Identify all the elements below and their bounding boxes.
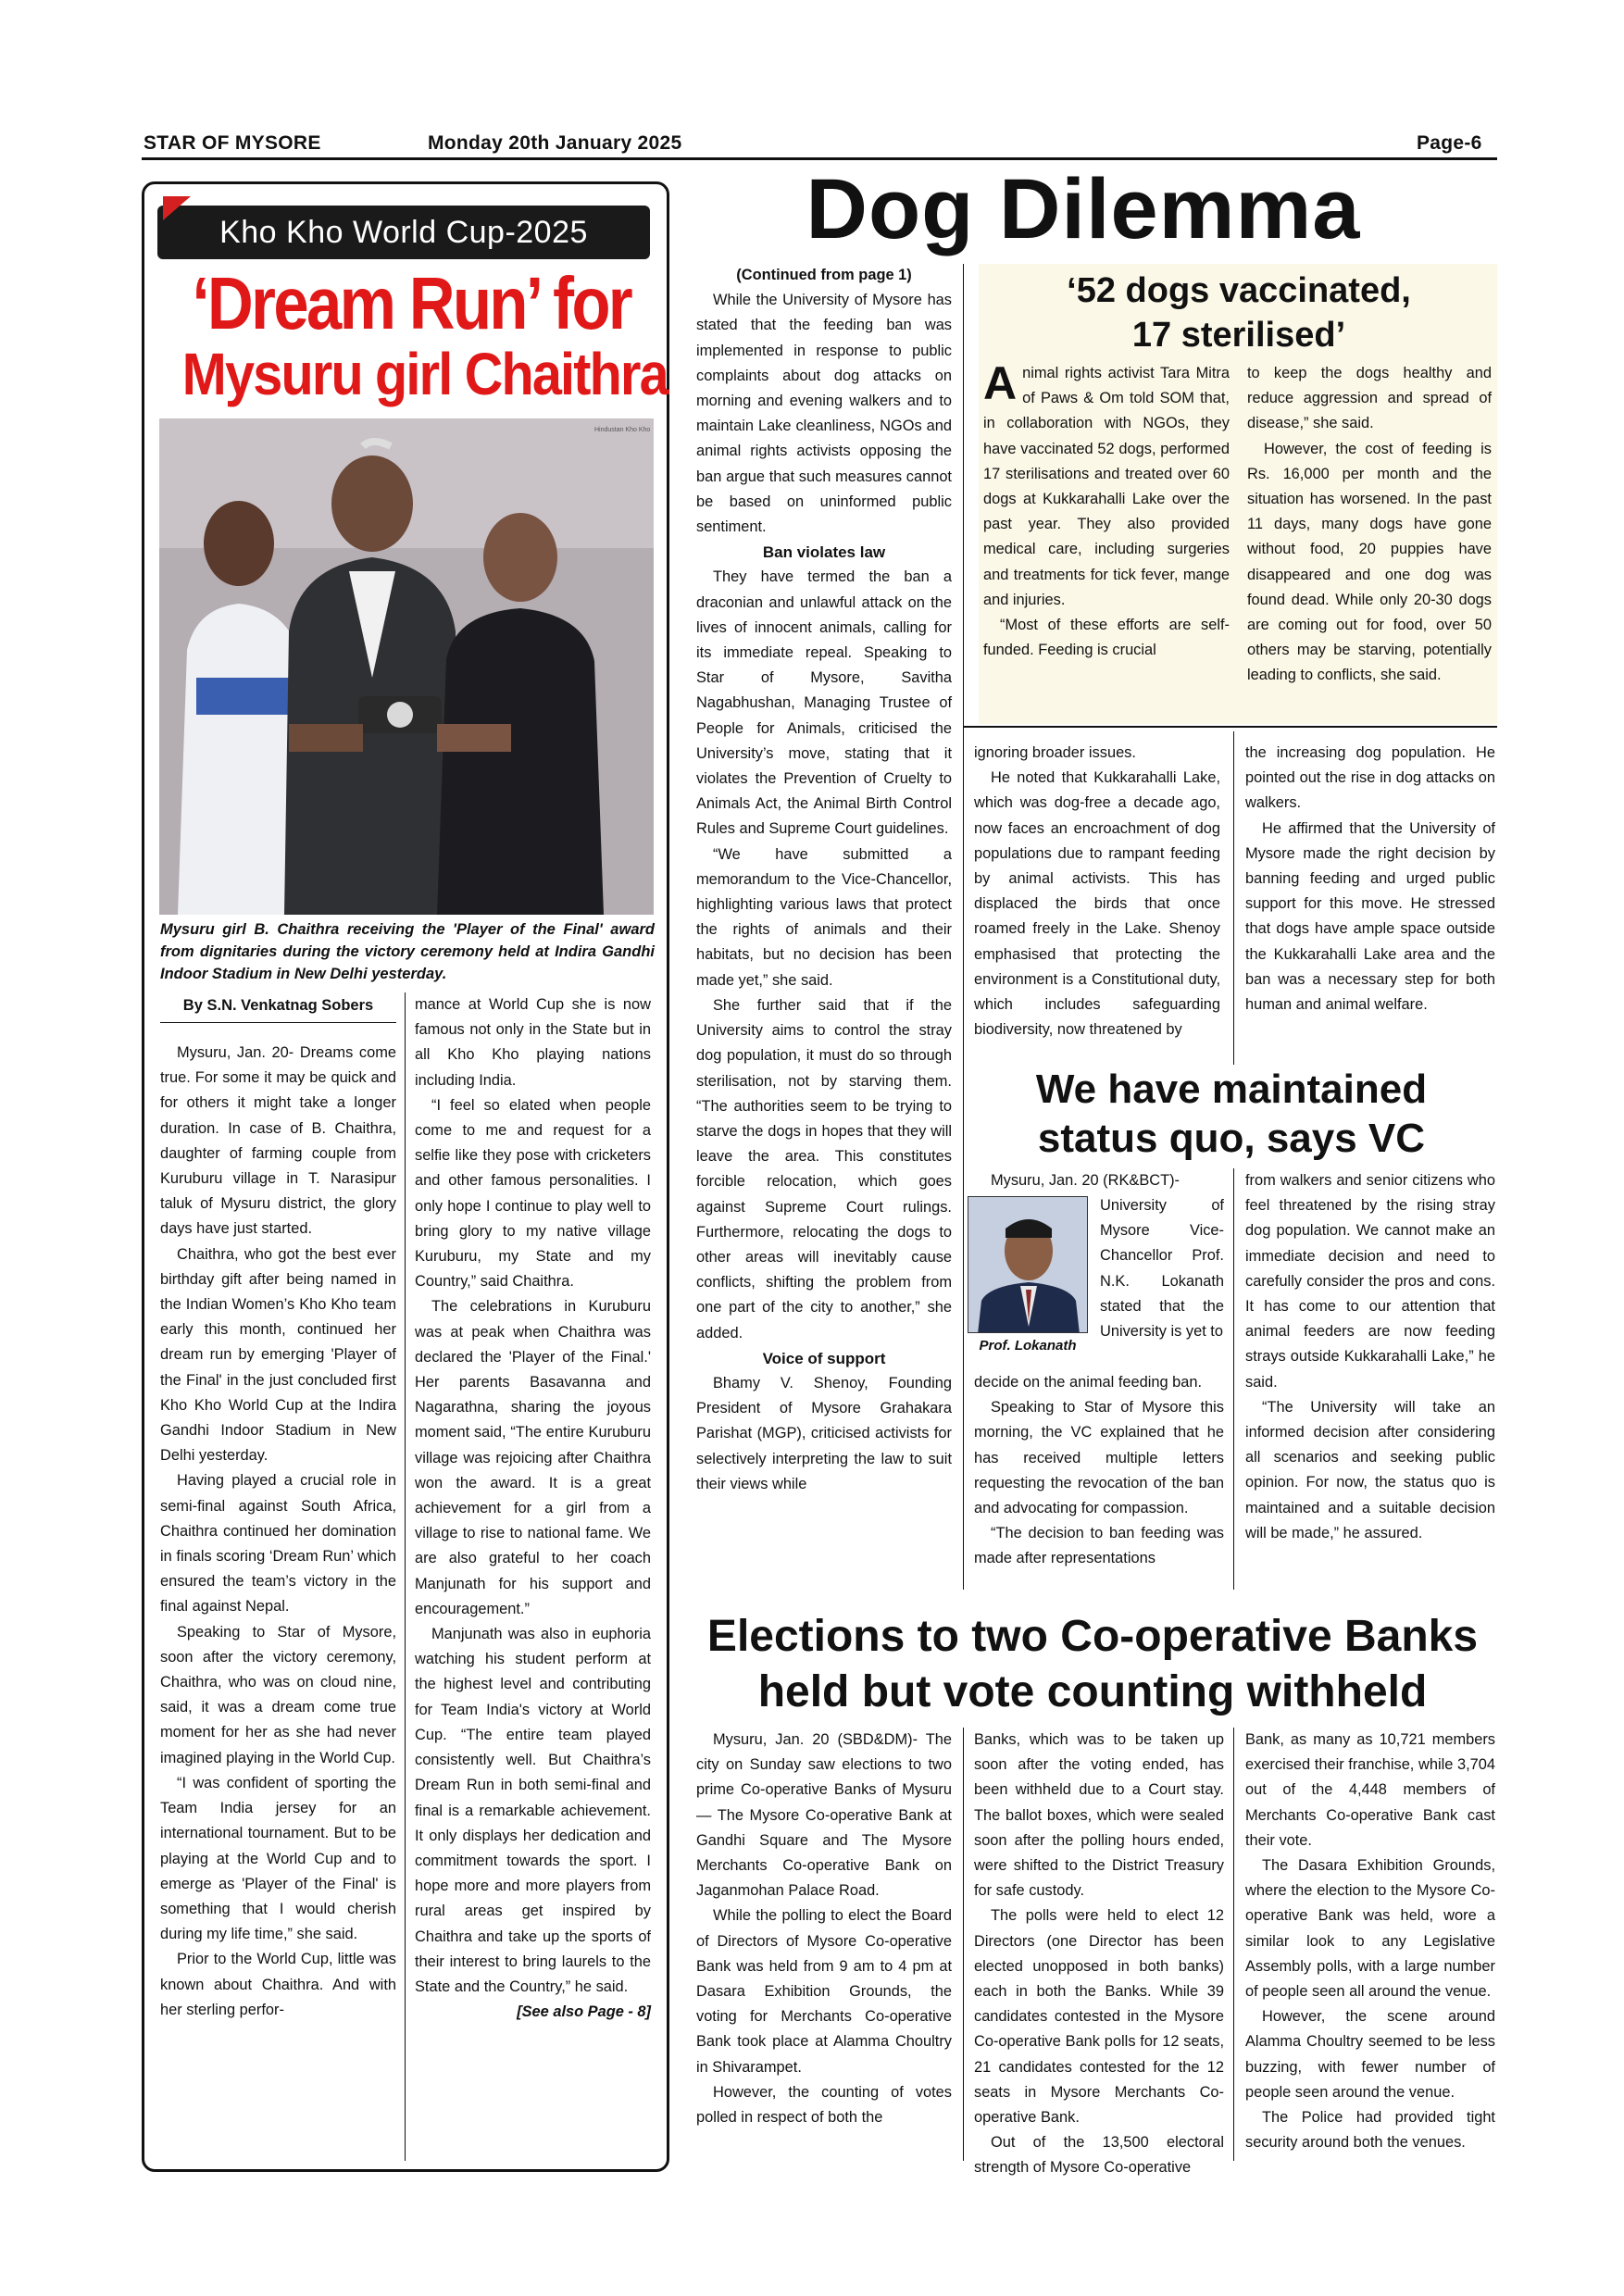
paragraph: Having played a crucial role in semi-final against South Africa, Chaithra continued her domination in finals scoring ‘Dream Run’ which ensured the team’s victory in the final against Nepal. (160, 1472, 396, 1616)
paragraph: “Most of these efforts are self-funded. Feeding is crucial (983, 617, 1230, 659)
vc-photo-caption: Prof. Lokanath (968, 1335, 1088, 1357)
paragraph: Mysuru, Jan. 20 (RK&BCT)- (991, 1172, 1181, 1189)
column-divider (405, 992, 406, 2161)
vc-story-intro (974, 1168, 1224, 1193)
paragraph: Banks, which was to be taken up soon after the voting ended, has been withheld due to a Court stay. The ballot boxes, which were sealed soon after the polling hours ended, were shifted to the District Treasury for safe custody. (974, 1731, 1224, 1900)
paragraph: Mysuru, Jan. 20 (SBD&DM)- The city on Sunday saw elections to two prime Co-operative Banks of Mysuru — The Mysore Co-operative Bank at Gandhi Square and The Mysore Merchants Co-operative Bank on Jaganmohan Palace Road. (696, 1731, 952, 1900)
elections-headline-line-1: Elections to two Co-operative Banks (706, 1612, 1479, 1661)
column-divider (1233, 1168, 1234, 1590)
vc-headline-line-1: We have maintained (1035, 1067, 1428, 1112)
paragraph: mance at World Cup she is now famous not only in the State but in all Kho Kho playing nations including India. (415, 996, 651, 1089)
column-divider (1233, 731, 1234, 1065)
elections-headline-line-2: held but vote counting withheld (757, 1667, 1428, 1716)
vaccinated-headline-line-2: 17 sterilised’ (1131, 316, 1346, 355)
paragraph: “I was confident of sporting the Team India jersey for an international tournament. But to be playing at the World Cup and to emerge as 'Player of the Final' is something that I would cherish during my life time,” she said. (160, 1774, 396, 1943)
paragraph: Chaithra, who got the best ever birthday gift after being named in the Indian Women’s Kho Kho team early this month, continued her dream run by emerging 'Player of the Final' in the just concluded first Kho Kho World Cup at the Indira Gandhi Indoor Stadium in New Delhi yesterday. (160, 1245, 396, 1465)
paragraph: nimal rights activist Tara Mitra of Paws & Om told SOM that, in collaboration with NGOs, they have vaccinated 52 dogs, performed 17 sterilisations and treated over 60 dogs at Kukkarahalli Lake over the past year. They also provided medical care, including surgeries and treatments for tick fever, mange and injuries. (983, 365, 1230, 608)
headline-line-2: Mysuru girl Chaithra (181, 341, 668, 407)
paragraph: the increasing dog population. He pointed out the rise in dog attacks on walkers. (1245, 744, 1495, 812)
page-number: Page-6 (1417, 132, 1482, 154)
elections-headline (685, 1609, 1500, 1720)
header-rule (142, 157, 1497, 160)
elections-column-2 (974, 1728, 1224, 2181)
paragraph: Manjunath was also in euphoria watching his student perform at the highest level and contributing for Team India's victory at World Cup. “The entire team played consistently well. But Chaithra’s Dream Run in both semi-final and final is a remarkable achievement. It only displays her dedication and commitment towards the sport. I hope more and more players from rural areas get inspired by Chaithra and take up the sports of their interest to bring laurels to the State and the Country,” he said. (415, 1626, 651, 1995)
award-ceremony-photo (159, 418, 654, 915)
column-divider (963, 264, 964, 1590)
dog-story-column-2 (974, 741, 1220, 1042)
paragraph: The celebrations in Kuruburu was at peak when Chaithra was declared the 'Player of the Final.' Her parents Basavanna and Nagarathna, sharing the joyous moment said, “The entire Kuruburu village was rejoicing after Chaithra won the award. It is a great achievement for a girl from a village to rise to national fame. We are also grateful to her coach Manjunath for his support and encouragement.” (415, 1298, 651, 1617)
paragraph: However, the scene around Alamma Choultry seemed to be less buzzing, with fewer number of people seen around the venue. (1245, 2008, 1495, 2101)
banner-flag-icon (163, 196, 191, 220)
column-divider (963, 1728, 964, 2161)
paragraph: He affirmed that the University of Mysore made the right decision by banning feeding and urged public support for this move. He stressed that dogs have ample space outside the Kukkarahalli Lake area and the ban was a necessary step for both human and animal welfare. (1245, 819, 1495, 1014)
paragraph: The Dasara Exhibition Grounds, where the election to the Mysore Co-operative Bank was held, wore a similar look to any Legislative Assembly polls, with a large number of people seen all around the venue. (1245, 1857, 1495, 2001)
paragraph: While the polling to elect the Board of Directors of Mysore Co-operative Bank was held from 9 am to 4 pm at Dasara Exhibition Grounds, the voting for Merchants Co-operative Bank took place at Alamma Choultry in Shivarampet. (696, 1907, 952, 2076)
byline-rule (160, 1022, 396, 1023)
paragraph: ignoring broader issues. (974, 744, 1136, 761)
drop-cap: A (983, 357, 1018, 409)
vc-portrait-photo (968, 1196, 1088, 1333)
paragraph: Speaking to Star of Mysore, soon after the victory ceremony, Chaithra, who was on cloud nine, said, it was a dream come true moment for her as she had never imagined playing in the World Cup. (160, 1623, 396, 1766)
portrait-illustration (968, 1197, 1088, 1333)
photo-credit: Hindustan Kho Kho (594, 427, 651, 433)
vaccinated-column-2 (1247, 361, 1492, 689)
vc-headline (963, 1065, 1500, 1163)
left-story-headline (157, 262, 668, 407)
paragraph: to keep the dogs healthy and reduce aggression and spread of disease,” she said. (1247, 365, 1492, 432)
paragraph: She further said that if the University aims to control the stray dog population, it must do so through sterilisation, not by starving them. “The authorities seem to be trying to starve the dogs in hopes that they will leave the area. This constitutes forcible relocation, which goes against Supreme Court rulings. Furthermore, relocating the dogs to other areas will inevitably cause conflicts, shifting the problem from one part of the city to another,” she added. (696, 996, 952, 1341)
paragraph: Mysuru, Jan. 20- Dreams come true. For some it may be quick and for others it might take a longer duration. In case of B. Chaithra, daughter of farming couple from Kuruburu village in T. Narasipur taluk of Mysuru district, the glory days have just started. (160, 1044, 396, 1238)
elections-column-1 (696, 1728, 952, 2130)
vc-headline-line-2: status quo, says VC (1037, 1116, 1426, 1161)
paragraph: The polls were held to elect 12 Directors (one Director has been elected unopposed in both banks) each in both the Banks. While 39 candidates contested in the Mysore Co-operative Bank polls for 12 seats, 21 candidates contested for the 12 seats in Mysore Merchants Co-operative Bank. (974, 1907, 1224, 2127)
paragraph: University of Mysore Vice-Chancellor Prof. N.K. Lokanath stated that the University is yet to (1100, 1197, 1224, 1341)
dog-story-column-1 (696, 263, 952, 1497)
paragraph: They have termed the ban a draconian and unlawful attack on the lives of innocent animals, calling for its immediate repeal. Speaking to Star of Mysore, Savitha Nagabhushan, Managing Trustee of People for Animals, criticised the University’s move, stating that it violates the Prevention of Cruelty to Animals Act, the Animal Birth Control Rules and Supreme Court guidelines. (696, 568, 952, 838)
paragraph: “The University will take an informed decision after considering all scenarios and seeking public opinion. For now, the status quo is maintained and a suitable decision will be made,” he assured. (1245, 1398, 1495, 1541)
byline: By S.N. Venkatnag Sobers (182, 997, 374, 1014)
vc-story-column-2 (1245, 1168, 1495, 1546)
paragraph: While the University of Mysore has stated that the feeding ban was implemented in response to public complaints about dog attacks on morning and evening walkers and to maintain Lake cleanliness, NGOs and animal rights activists opposing the ban argue that such measures cannot be based on uninformed public sentiment. (696, 292, 952, 536)
paragraph: “We have submitted a memorandum to the Vice-Chancellor, highlighting various laws that protect the rights of animals and their habitats, but no decision has been made yet,” she said. (696, 845, 952, 989)
paragraph: Bhamy V. Shenoy, Founding President of Mysore Grahakara Parishat (MGP), criticised activists for selectively interpreting the law to suit their views while (696, 1374, 952, 1492)
main-headline: Dog Dilemma (806, 162, 1361, 256)
dog-story-column-3 (1245, 741, 1495, 1017)
subheading-voice-of-support: Voice of support (762, 1349, 886, 1367)
paragraph: Out of the 13,500 electoral strength of Mysore Co-operative (974, 2134, 1224, 2177)
award-photo-illustration (159, 418, 654, 915)
vaccinated-headline-line-1: ‘52 dogs vaccinated, (1067, 271, 1411, 310)
paragraph: He noted that Kukkarahalli Lake, which was dog-free a decade ago, now faces an encroachment of dog populations due to rampant feeding by animal activists. This has displaced the birds that once roamed freely in the Lake. Shenoy emphasised that protecting the environment is a Constitutional duty, which includes safeguarding biodiversity, now threatened by (974, 769, 1220, 1039)
paragraph: Speaking to Star of Mysore this morning, the VC explained that he has received multiple letters requesting the revocation of the ban and advocating for compassion. (974, 1399, 1224, 1517)
left-story-column-1 (160, 1041, 396, 2023)
left-story-column-2 (415, 992, 651, 2025)
paragraph: However, the counting of votes polled in respect of both the (696, 2083, 952, 2127)
vc-story-wrap-text (1100, 1193, 1224, 1344)
newspaper-name: STAR OF MYSORE (144, 132, 321, 154)
vaccinated-column-1 (983, 357, 1230, 663)
paragraph: Bank, as many as 10,721 members exercised their franchise, while 3,704 out of the 4,448 members of Merchants Co-operative Bank cast their vote. (1245, 1731, 1495, 1849)
paragraph: However, the cost of feeding is Rs. 16,000 per month and the situation has worsened. In the past 11 days, many dogs have gone without food, 20 puppies have disappeared and one dog was found dead. While only 20-30 dogs are coming out for food, over 50 others may be starving, potentially leading to conflicts, she said. (1247, 440, 1492, 684)
paragraph: “The decision to ban feeding was made after representations (974, 1525, 1224, 1567)
see-also-link[interactable]: [See also Page - 8] (517, 2003, 651, 2021)
headline-line-1: ‘Dream Run’ for (192, 262, 631, 344)
vc-story-column-1 (974, 1370, 1224, 1572)
subheading-ban-violates-law: Ban violates law (762, 543, 886, 562)
paragraph: from walkers and senior citizens who feel threatened by the rising stray dog population. We cannot make an immediate decision and need to carefully consider the pros and cons. It has come to our attention that animal feeders are now feeding strays outside Kukkarahalli Lake,” he said. (1245, 1172, 1495, 1391)
paragraph: decide on the animal feeding ban. (974, 1374, 1203, 1391)
photo-caption: Mysuru girl B. Chaithra receiving the 'Player of the Final' award from dignitaries during the victory ceremony held at Indira Gandhi Indoor Stadium in New Delhi yesterday. (160, 921, 655, 982)
paragraph: Prior to the World Cup, little was known about Chaithra. And with her sterling perfor- (160, 1951, 396, 2018)
paragraph: The Police had provided tight security around both the venues. (1245, 2109, 1495, 2152)
box-bottom-rule (963, 726, 1497, 728)
elections-column-3 (1245, 1728, 1495, 2155)
issue-date: Monday 20th January 2025 (428, 132, 682, 154)
paragraph: “I feel so elated when people come to me and request for a selfie like they pose with cricketers and other famous personalities. I only hope I continue to play well to bring glory to my native village Kuruburu, my State and my Country,” said Chaithra. (415, 1096, 651, 1291)
story-banner: Kho Kho World Cup-2025 (157, 206, 650, 259)
vaccinated-headline (981, 268, 1496, 357)
column-divider (1233, 1728, 1234, 2161)
continued-note: (Continued from page 1) (736, 267, 912, 283)
